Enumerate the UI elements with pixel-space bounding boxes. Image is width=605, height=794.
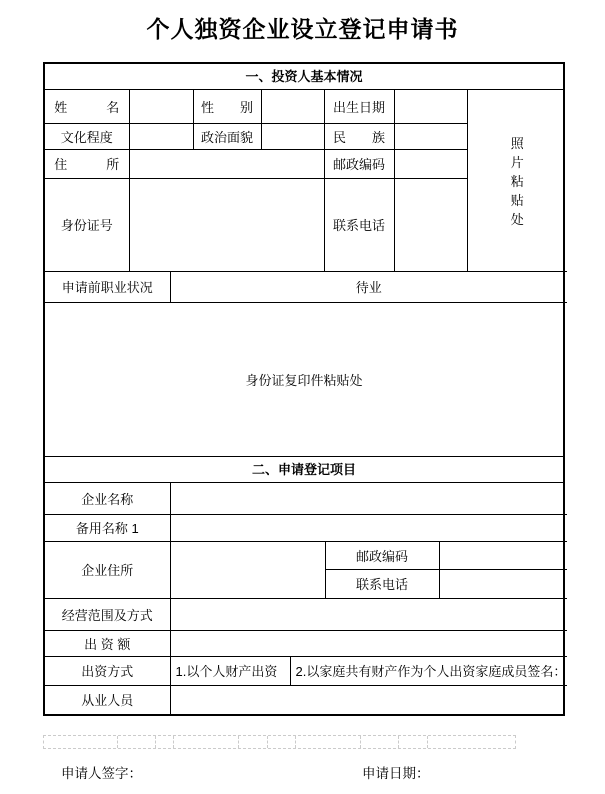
photo-char: 处 — [510, 211, 524, 227]
applicant-signature-label: 申请人签字： — [61, 766, 142, 781]
form-table — [43, 62, 565, 716]
application-date-label: 申请日期： — [362, 766, 430, 781]
employees-label: 从业人员 — [45, 685, 170, 714]
id-copy-paste-area — [45, 303, 563, 457]
postal-code-field[interactable] — [394, 149, 467, 178]
funding-option-family[interactable]: 2.以家庭共有财产作为个人出资家庭成员签名： — [290, 656, 567, 685]
photo-char: 粘 — [510, 173, 524, 189]
political-status-field[interactable] — [261, 123, 324, 149]
political-status-label: 政治面貌 — [193, 123, 261, 149]
postal-code-label: 邮政编码 — [324, 149, 394, 178]
phone-field[interactable] — [394, 178, 467, 271]
investor-info-table — [45, 90, 567, 272]
grid-cell — [118, 736, 156, 748]
spreadsheet-grid-row — [43, 735, 516, 749]
business-scope-field[interactable] — [170, 598, 567, 630]
funding-option-personal[interactable]: 1.以个人财产出资 — [170, 656, 290, 685]
grid-cell — [174, 736, 239, 748]
enterprise-address-field[interactable] — [170, 541, 325, 598]
photo-paste-area — [467, 90, 567, 271]
birth-date-label: 出生日期 — [324, 90, 394, 123]
enterprise-postal-code-label: 邮政编码 — [325, 541, 439, 569]
employees-field[interactable] — [170, 685, 567, 714]
grid-cell — [399, 736, 428, 748]
section1-header: 一、投资人基本情况 — [45, 64, 563, 90]
enterprise-address-label: 企业住所 — [45, 541, 170, 598]
education-field[interactable] — [129, 123, 193, 149]
section2-header: 二、申请登记项目 — [45, 457, 563, 483]
enterprise-postal-code-field[interactable] — [439, 541, 567, 569]
capital-field[interactable] — [170, 630, 567, 656]
id-number-label: 身份证号 — [45, 178, 129, 271]
ethnicity-field[interactable] — [394, 123, 467, 149]
enterprise-name-label: 企业名称 — [45, 483, 170, 514]
occupation-status-value[interactable]: 待业 — [170, 272, 567, 303]
name-field[interactable] — [129, 90, 193, 123]
photo-char: 片 — [510, 154, 524, 170]
ethnicity-label: 民 族 — [324, 123, 394, 149]
alternate-name-label: 备用名称 1 — [45, 514, 170, 541]
grid-cell — [296, 736, 361, 748]
grid-cell — [361, 736, 399, 748]
birth-date-field[interactable] — [394, 90, 467, 123]
capital-label: 出 资 额 — [45, 630, 170, 656]
enterprise-phone-field[interactable] — [439, 569, 567, 598]
alternate-name-field[interactable] — [170, 514, 567, 541]
enterprise-phone-label: 联系电话 — [325, 569, 439, 598]
photo-paste-label — [473, 127, 563, 234]
business-scope-label: 经营范围及方式 — [45, 598, 170, 630]
id-copy-paste-label: 身份证复印件粘贴处 — [245, 373, 363, 388]
registration-items-table — [45, 483, 567, 714]
residence-field[interactable] — [129, 149, 324, 178]
grid-cell — [239, 736, 268, 748]
grid-cell — [156, 736, 174, 748]
gender-label: 性 别 — [193, 90, 261, 123]
residence-label: 住 所 — [45, 149, 129, 178]
phone-label: 联系电话 — [324, 178, 394, 271]
name-label: 姓 名 — [45, 90, 129, 123]
occupation-status-label: 申请前职业状况 — [45, 272, 170, 303]
photo-char: 贴 — [510, 192, 524, 208]
education-label: 文化程度 — [45, 123, 129, 149]
grid-cell — [268, 736, 296, 748]
id-number-field[interactable] — [129, 178, 324, 271]
form-title: 个人独资企业设立登记申请书 — [146, 17, 459, 42]
enterprise-name-field[interactable] — [170, 483, 567, 514]
occupation-status-table — [45, 272, 567, 304]
gender-field[interactable] — [261, 90, 324, 123]
grid-cell — [44, 736, 118, 748]
grid-cell — [428, 736, 515, 748]
photo-char: 照 — [510, 135, 524, 151]
funding-method-label: 出资方式 — [45, 656, 170, 685]
